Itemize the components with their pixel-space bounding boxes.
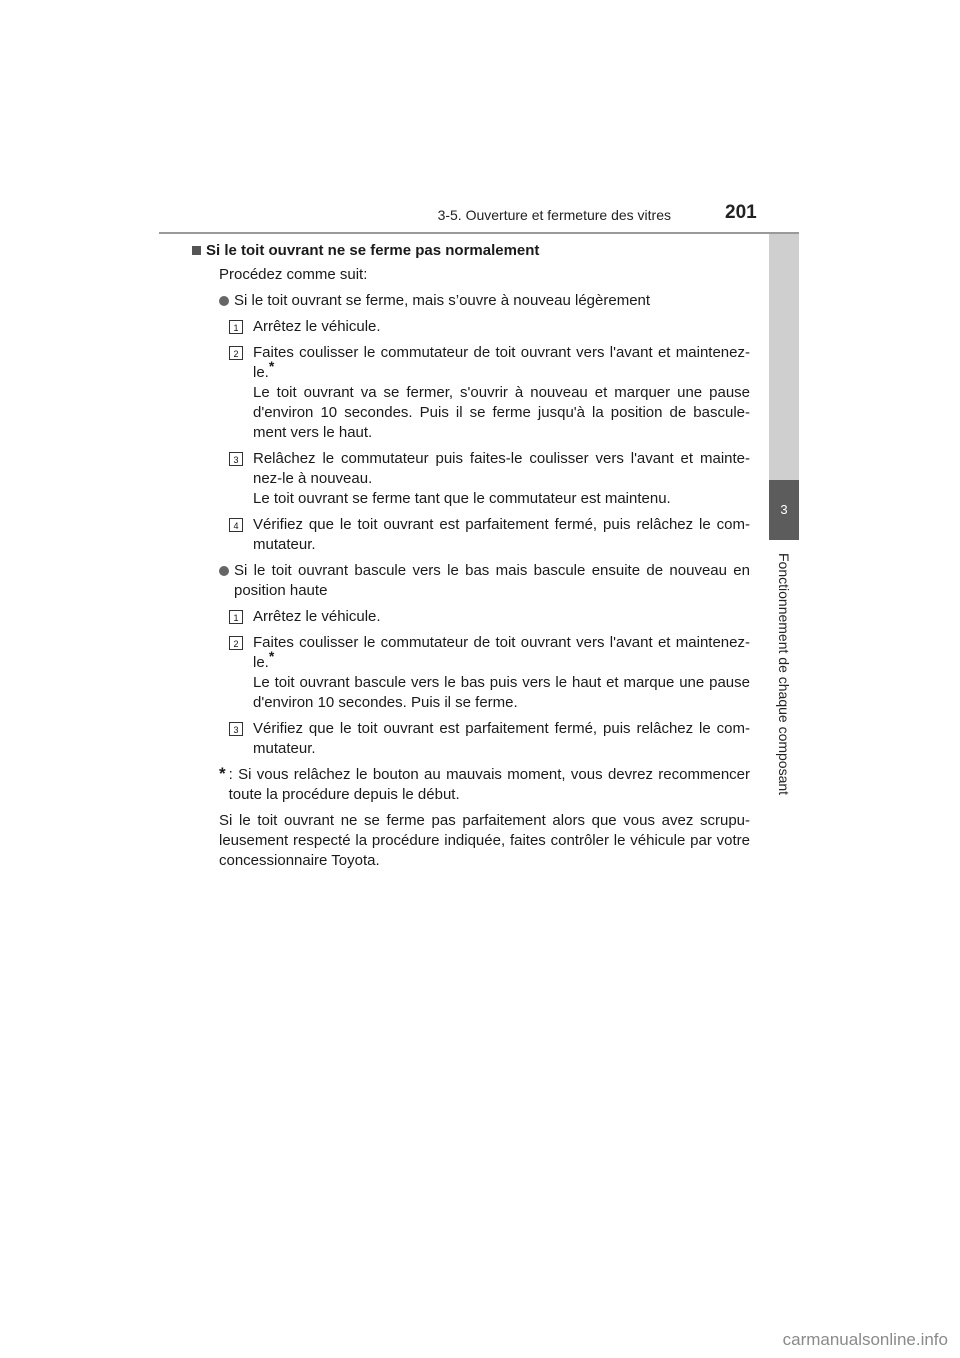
section-heading-text: Si le toit ouvrant ne se ferme pas normalement xyxy=(206,242,540,259)
step-number-box: 3 xyxy=(229,452,243,466)
step-text: Faites coulisser le commutateur de toit ouvrant vers l'avant et maintenez-le.* Le toit ouvrant va se fermer, s'ouvrir à nouveau et marquer une pause d'environ 10 secondes. Puis il se ferme jusqu'à la position de bascule-ment vers le haut. xyxy=(253,344,750,441)
step-number-box: 2 xyxy=(229,636,243,650)
step-text: Vérifiez que le toit ouvrant est parfaitement fermé, puis relâchez le com-mutateur. xyxy=(253,516,750,553)
side-tab-chapter-number: 3 xyxy=(769,480,799,540)
step-text: Arrêtez le véhicule. xyxy=(253,318,381,335)
side-tab-label-wrap xyxy=(769,540,799,840)
case-2-step-2 xyxy=(229,633,750,713)
round-bullet-icon xyxy=(219,296,229,306)
footnote xyxy=(219,765,750,805)
step-text: Faites coulisser le commutateur de toit ouvrant vers l'avant et maintenez-le.* Le toit ouvrant bascule vers le bas puis vers le haut et marque une pause d'environ 10 secondes. Puis il se ferme. xyxy=(253,634,750,711)
intro-text: Procédez comme suit: xyxy=(219,266,368,283)
step-text: Relâchez le commutateur puis faites-le coulisser vers l'avant et mainte-nez-le à nouveau. Le toit ouvrant se ferme tant que le commutateur est maintenu. xyxy=(253,450,750,507)
content xyxy=(204,241,750,877)
step-text: Arrêtez le véhicule. xyxy=(253,608,381,625)
closing-paragraph: Si le toit ouvrant ne se ferme pas parfaitement alors que vous avez scrupu-leusement respecté la procédure indiquée, faites contrôler le véhicule par votre concessionnaire Toyota. xyxy=(219,812,750,869)
footnote-star: * xyxy=(268,358,275,374)
case-2-title-text: Si le toit ouvrant bascule vers le bas mais bascule ensuite de nouveau en position haute xyxy=(234,562,750,599)
header-section-title: 3-5. Ouverture et fermeture des vitres xyxy=(437,207,671,223)
page-number: 201 xyxy=(725,202,757,223)
round-bullet-icon xyxy=(219,566,229,576)
case-1-step-1 xyxy=(229,317,750,337)
case-1-step-2 xyxy=(229,343,750,443)
step-number-box: 1 xyxy=(229,610,243,624)
case-1-step-4 xyxy=(229,515,750,555)
square-bullet-icon xyxy=(192,246,201,255)
step-number-box: 1 xyxy=(229,320,243,334)
step-number-box: 2 xyxy=(229,346,243,360)
step-number-box: 3 xyxy=(229,722,243,736)
case-2-step-3 xyxy=(229,719,750,759)
footnote-star: * xyxy=(268,648,275,664)
step-number-box: 4 xyxy=(229,518,243,532)
header-rule xyxy=(159,232,799,234)
section-heading xyxy=(192,241,750,261)
case-1-title-text: Si le toit ouvrant se ferme, mais s’ouvre à nouveau légèrement xyxy=(234,292,651,309)
watermark: carmanualsonline.info xyxy=(782,1330,948,1349)
step-text: Vérifiez que le toit ouvrant est parfaitement fermé, puis relâchez le com-mutateur. xyxy=(253,720,750,757)
case-1-title xyxy=(219,291,750,311)
footnote-star-marker: * xyxy=(219,764,226,783)
case-2-step-1 xyxy=(229,607,750,627)
side-tab-chapter-label: Fonctionnement de chaque composant xyxy=(776,553,792,796)
side-tab-top xyxy=(769,234,799,480)
case-1-step-3 xyxy=(229,449,750,509)
case-2-title xyxy=(219,561,750,601)
footnote-text: : Si vous relâchez le bouton au mauvais moment, vous devrez recommencer toute la procédure depuis le début. xyxy=(228,766,750,803)
